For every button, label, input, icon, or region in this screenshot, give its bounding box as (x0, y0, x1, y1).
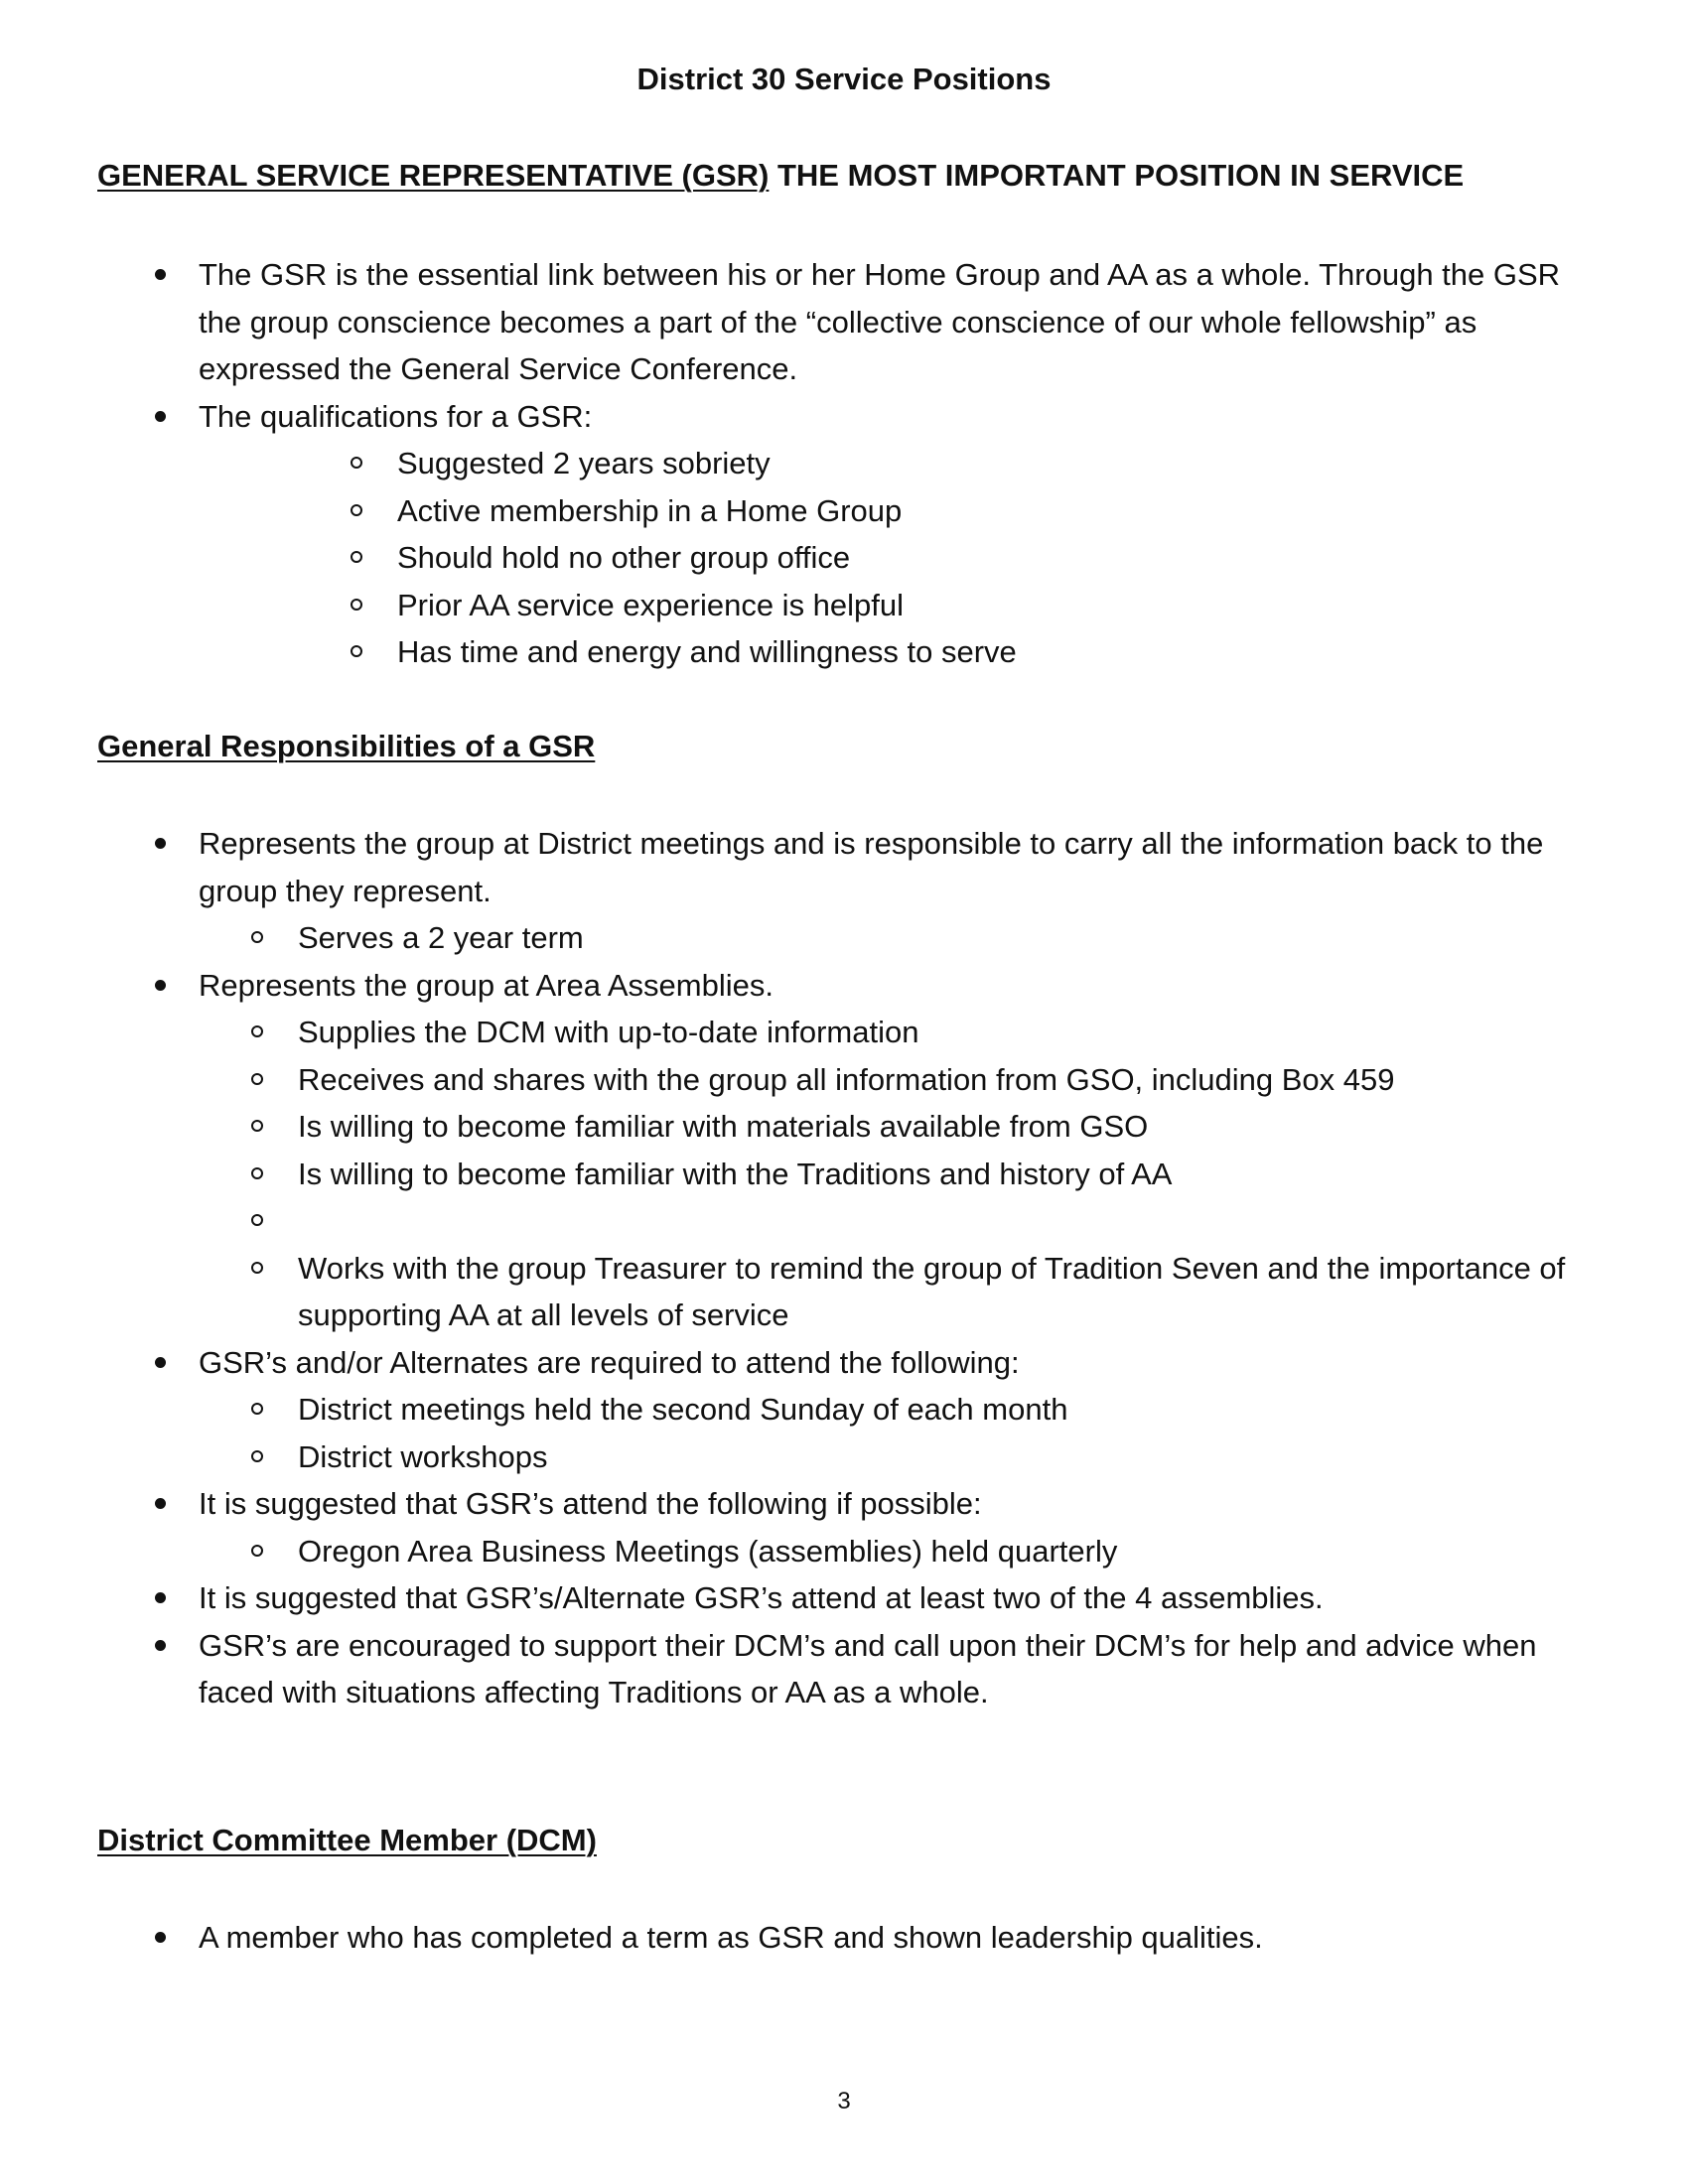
list-item-text: The GSR is the essential link between his or her Home Group and AA as a whole. Through the GSR the group conscience becomes a part of the “collective conscience of our whole fellowship” as expressed the General Service Conference. (199, 257, 1561, 386)
bullet-icon (155, 411, 166, 422)
circle-bullet-icon (251, 1214, 263, 1226)
circle-bullet-icon (351, 551, 362, 563)
sub-item-text: Serves a 2 year term (298, 920, 584, 955)
circle-bullet-icon (251, 1545, 263, 1557)
circle-bullet-icon (251, 1262, 263, 1274)
bullet-icon (155, 269, 166, 280)
sub-item-text: Should hold no other group office (397, 540, 851, 575)
circle-bullet-icon (351, 457, 362, 469)
list-item (0, 393, 1589, 676)
responsibilities-heading-text: General Responsibilities of a GSR (97, 729, 596, 763)
dcm-list (0, 1914, 1688, 1962)
circle-bullet-icon (351, 504, 362, 516)
circle-bullet-icon (251, 1025, 263, 1037)
assemblies-sublist (0, 1009, 1589, 1339)
sub-list-item (199, 487, 1589, 535)
bullet-icon (155, 1498, 166, 1509)
gsr-section-heading (97, 156, 1464, 196)
bullet-icon (155, 1357, 166, 1368)
bullet-icon (155, 980, 166, 991)
sub-item-text: Active membership in a Home Group (397, 492, 903, 528)
bullet-icon (155, 1640, 166, 1651)
sub-item-text: Prior AA service experience is helpful (397, 587, 905, 622)
gsr-heading-underlined: GENERAL SERVICE REPRESENTATIVE (GSR) (97, 158, 770, 193)
sub-item-text: District meetings held the second Sunday of each month (298, 1392, 1068, 1427)
circle-bullet-icon (251, 1120, 263, 1132)
list-item-text: GSR’s and/or Alternates are required to attend the following: (199, 1344, 1020, 1380)
gsr-heading-rest: THE MOST IMPORTANT POSITION IN SERVICE (769, 158, 1465, 193)
bullet-icon (155, 1592, 166, 1603)
circle-bullet-icon (351, 645, 362, 657)
sub-item-text: Receives and shares with the group all information from GSO, including Box 459 (298, 1061, 1395, 1097)
sub-item-text: Oregon Area Business Meetings (assemblies) held quarterly (298, 1533, 1118, 1569)
document-title: District 30 Service Positions (636, 62, 1052, 96)
list-item-text: A member who has completed a term as GSR and shown leadership qualities. (199, 1920, 1263, 1955)
page-number: 3 (837, 2088, 851, 2115)
sub-item-text (298, 1203, 307, 1238)
sub-list-item (199, 1151, 1589, 1198)
sub-list-item (199, 1056, 1589, 1104)
qualifications-sublist (0, 440, 1589, 676)
sub-list-item (199, 1245, 1589, 1339)
circle-bullet-icon (251, 931, 263, 943)
sub-list-item (199, 582, 1589, 629)
sub-list-item (199, 1386, 1589, 1433)
list-item-text: It is suggested that GSR’s/Alternate GSR’s attend at least two of the 4 assemblies. (199, 1580, 1324, 1615)
list-item (0, 1622, 1589, 1716)
sub-item-text: Works with the group Treasurer to remind the group of Tradition Seven and the importance of supporting AA at all levels of service (298, 1250, 1566, 1332)
list-item (0, 962, 1589, 1339)
list-item-text: It is suggested that GSR’s attend the following if possible: (199, 1486, 982, 1521)
list-item (0, 251, 1589, 393)
circle-bullet-icon (251, 1450, 263, 1462)
responsibilities-section-heading (97, 727, 595, 766)
list-item-text: Represents the group at District meetings and is responsible to carry all the information back to the group they represent. (199, 826, 1544, 908)
list-item (0, 1480, 1589, 1574)
circle-bullet-icon (251, 1073, 263, 1085)
circle-bullet-icon (251, 1403, 263, 1415)
sub-item-text: Supplies the DCM with up-to-date information (298, 1015, 919, 1049)
list-item (0, 1339, 1589, 1481)
list-item (0, 1914, 1589, 1962)
dcm-heading-text: District Committee Member (DCM) (97, 1823, 597, 1857)
sub-list-item (199, 628, 1589, 676)
sub-item-text: Is willing to become familiar with the Traditions and history of AA (298, 1156, 1173, 1191)
circle-bullet-icon (251, 1167, 263, 1179)
list-item-text: The qualifications for a GSR: (199, 398, 593, 434)
sub-item-text: Has time and energy and willingness to serve (397, 634, 1017, 669)
gsr-intro-list (0, 251, 1688, 676)
sub-item-text: Is willing to become familiar with materials available from GSO (298, 1109, 1149, 1144)
list-item (0, 1574, 1589, 1622)
suggested-attendance-sublist (0, 1528, 1589, 1575)
bullet-icon (155, 1932, 166, 1943)
responsibilities-list (0, 820, 1688, 1716)
required-attendance-sublist (0, 1386, 1589, 1480)
sub-list-item (199, 440, 1589, 487)
list-item-text: Represents the group at Area Assemblies. (199, 967, 774, 1003)
sub-list-item (199, 1528, 1589, 1575)
sub-list-item (199, 914, 1589, 962)
sub-item-text: Suggested 2 years sobriety (397, 446, 771, 480)
sub-list-item (199, 1103, 1589, 1151)
sub-list-item (199, 1009, 1589, 1056)
list-item-text: GSR’s are encouraged to support their DCM’s and call upon their DCM’s for help and advice when faced with situations affecting Traditions or AA as a whole. (199, 1627, 1537, 1709)
dcm-section-heading (97, 1821, 597, 1860)
sub-list-item (199, 1433, 1589, 1481)
term-sublist (0, 914, 1589, 962)
bullet-icon (155, 838, 166, 849)
sub-list-item (199, 534, 1589, 582)
sub-list-item (199, 1197, 1589, 1245)
sub-item-text: District workshops (298, 1438, 548, 1474)
list-item (0, 820, 1589, 962)
circle-bullet-icon (351, 599, 362, 611)
